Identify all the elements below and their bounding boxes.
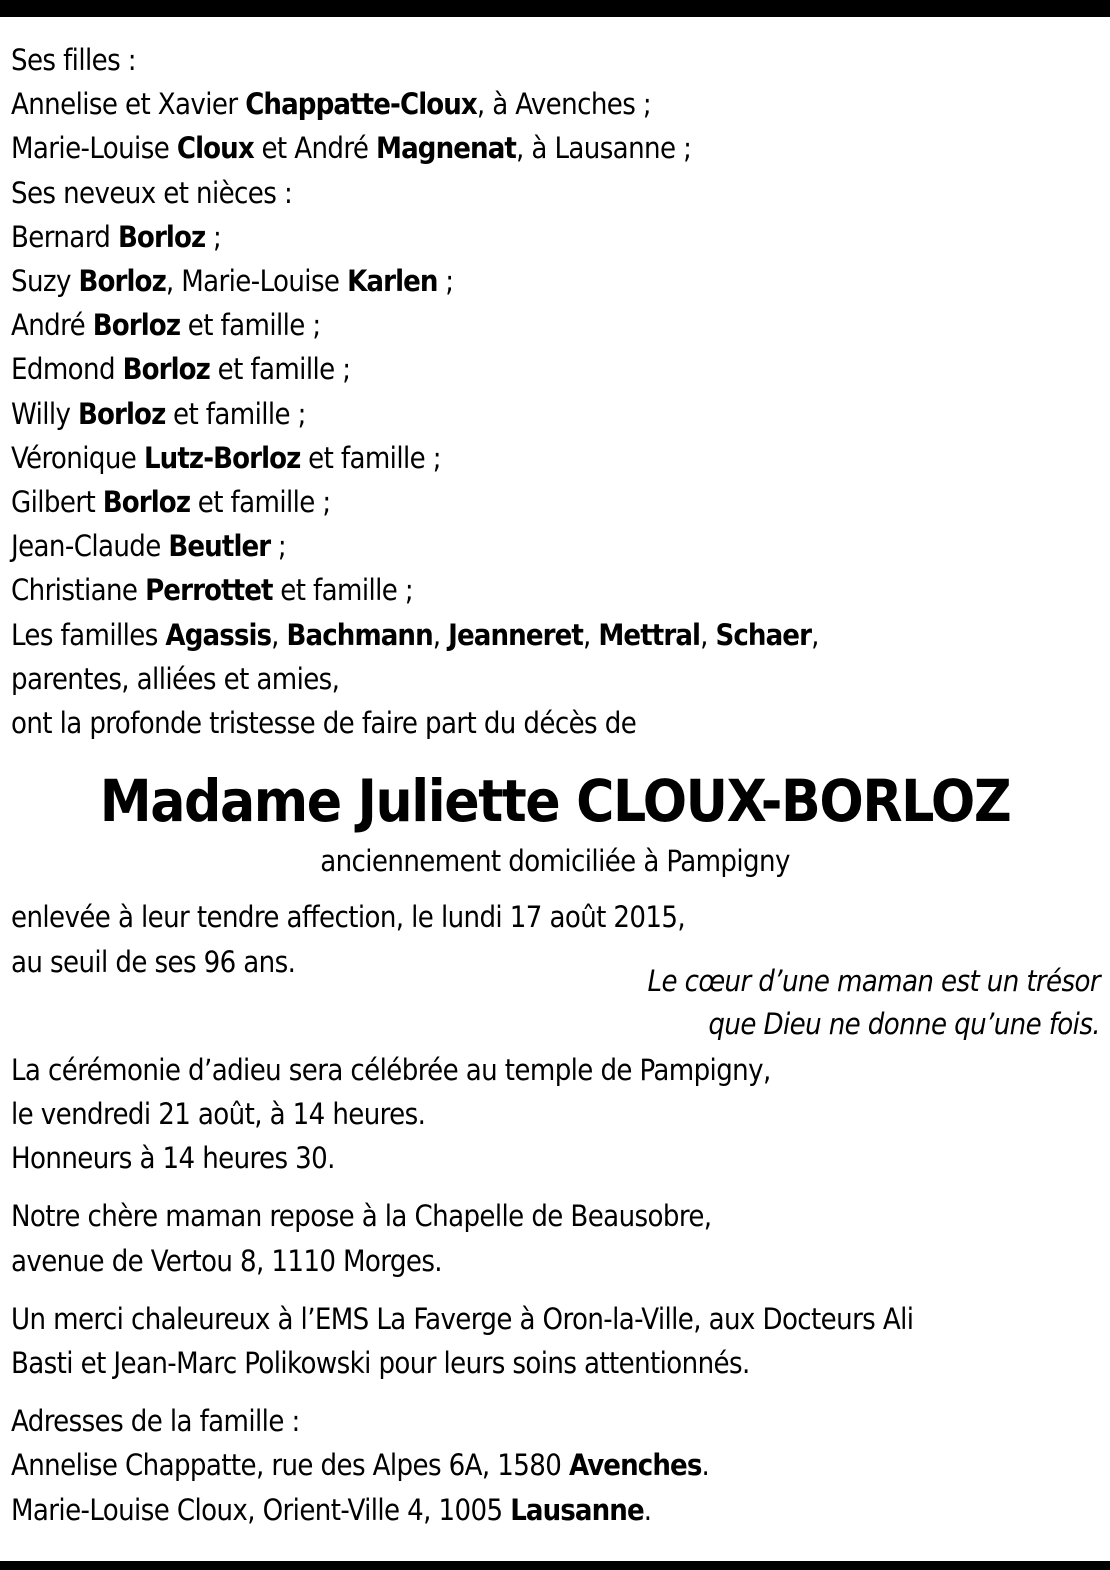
ceremony-line: Honneurs à 14 heures 30.: [11, 1141, 335, 1176]
addresses-heading: Adresses de la famille :: [11, 1404, 300, 1439]
family-name: Agassis: [165, 617, 272, 652]
address-line: Annelise Chappatte, rue des Alpes 6A, 1580 Avenches.: [11, 1448, 710, 1483]
family-name: Perrottet: [145, 573, 273, 608]
thanks-line: Un merci chaleureux à l’EMS La Faverge à Oron-la-Ville, aux Docteurs Ali: [11, 1301, 914, 1336]
rest-line: avenue de Vertou 8, 1110 Morges.: [11, 1243, 442, 1278]
ceremony-line: le vendredi 21 août, à 14 heures.: [11, 1097, 426, 1132]
daughter-line: Annelise et Xavier Chappatte-Cloux, à Avenches ;: [11, 87, 652, 122]
nephew-line: Christiane Perrottet et famille ;: [11, 573, 414, 608]
thanks-line: Basti et Jean-Marc Polikowski pour leurs soins attentionnés.: [11, 1346, 750, 1381]
nephew-line: Edmond Borloz et famille ;: [11, 352, 351, 387]
family-name: Bachmann: [286, 617, 433, 652]
nephew-line: Jean-Claude Beutler ;: [11, 529, 287, 564]
family-name: Schaer: [715, 617, 812, 652]
family-name: Borloz: [78, 264, 166, 299]
nephew-line: Véronique Lutz-Borloz et famille ;: [11, 440, 441, 475]
top-border-rule: [0, 0, 1110, 17]
address-city: Avenches: [568, 1448, 702, 1483]
family-name: Jeanneret: [448, 617, 583, 652]
nephew-line: Gilbert Borloz et famille ;: [11, 485, 331, 520]
nephews-heading: Ses neveux et nièces :: [11, 175, 293, 210]
family-name: Borloz: [102, 485, 191, 520]
nephew-line: Bernard Borloz ;: [11, 219, 222, 254]
quote-line: que Dieu ne donne qu’une fois.: [708, 1006, 1100, 1041]
family-name: Lutz-Borloz: [143, 440, 301, 475]
nephew-line: Willy Borloz et famille ;: [11, 396, 306, 431]
ceremony-line: La cérémonie d’adieu sera célébrée au temple de Pampigny,: [11, 1052, 771, 1087]
deceased-name: Madame Juliette CLOUX-BORLOZ: [99, 767, 1011, 836]
addresses-section: [11, 1399, 1106, 1532]
families-line: Les familles Agassis, Bachmann, Jeanneret, Mettral, Schaer,: [11, 617, 819, 652]
family-name: Cloux: [176, 131, 254, 166]
rest-line: Notre chère maman repose à la Chapelle de Beausobre,: [11, 1199, 712, 1234]
thanks-section: [11, 1297, 1106, 1385]
death-line: enlevée à leur tendre affection, le lundi 17 août 2015,: [11, 900, 686, 935]
announcement-line: ont la profonde tristesse de faire part du décès de: [11, 706, 637, 741]
family-name: Borloz: [117, 219, 206, 254]
family-name: Karlen: [347, 264, 438, 299]
bottom-border-rule: [0, 1561, 1110, 1570]
address-line: Marie-Louise Cloux, Orient-Ville 4, 1005 Lausanne.: [11, 1492, 652, 1527]
family-name: Beutler: [168, 529, 271, 564]
daughters-heading: Ses filles :: [11, 43, 136, 77]
address-city: Lausanne: [510, 1492, 644, 1527]
ceremony-section: [11, 1048, 1106, 1181]
deceased-residence: anciennement domiciliée à Pampigny: [320, 844, 790, 879]
family-name: Borloz: [92, 308, 181, 343]
family-name: Mettral: [598, 617, 701, 652]
family-name: Borloz: [122, 352, 210, 387]
family-name: Borloz: [78, 396, 166, 431]
daughter-line: Marie-Louise Cloux et André Magnenat, à Lausanne ;: [11, 131, 692, 166]
rest-section: [11, 1194, 1106, 1282]
quote-line: Le cœur d’une maman est un trésor: [647, 963, 1100, 998]
obituary-body: [11, 38, 1106, 1532]
family-name: Magnenat: [376, 131, 516, 166]
nephew-line: André Borloz et famille ;: [11, 308, 321, 343]
age-line: au seuil de ses 96 ans.: [11, 944, 296, 979]
relatives-line: parentes, alliées et amies,: [11, 661, 340, 696]
family-name: Chappatte-Cloux: [245, 87, 477, 122]
quote: [648, 960, 1100, 1046]
nephew-line: Suzy Borloz, Marie-Louise Karlen ;: [11, 264, 454, 299]
